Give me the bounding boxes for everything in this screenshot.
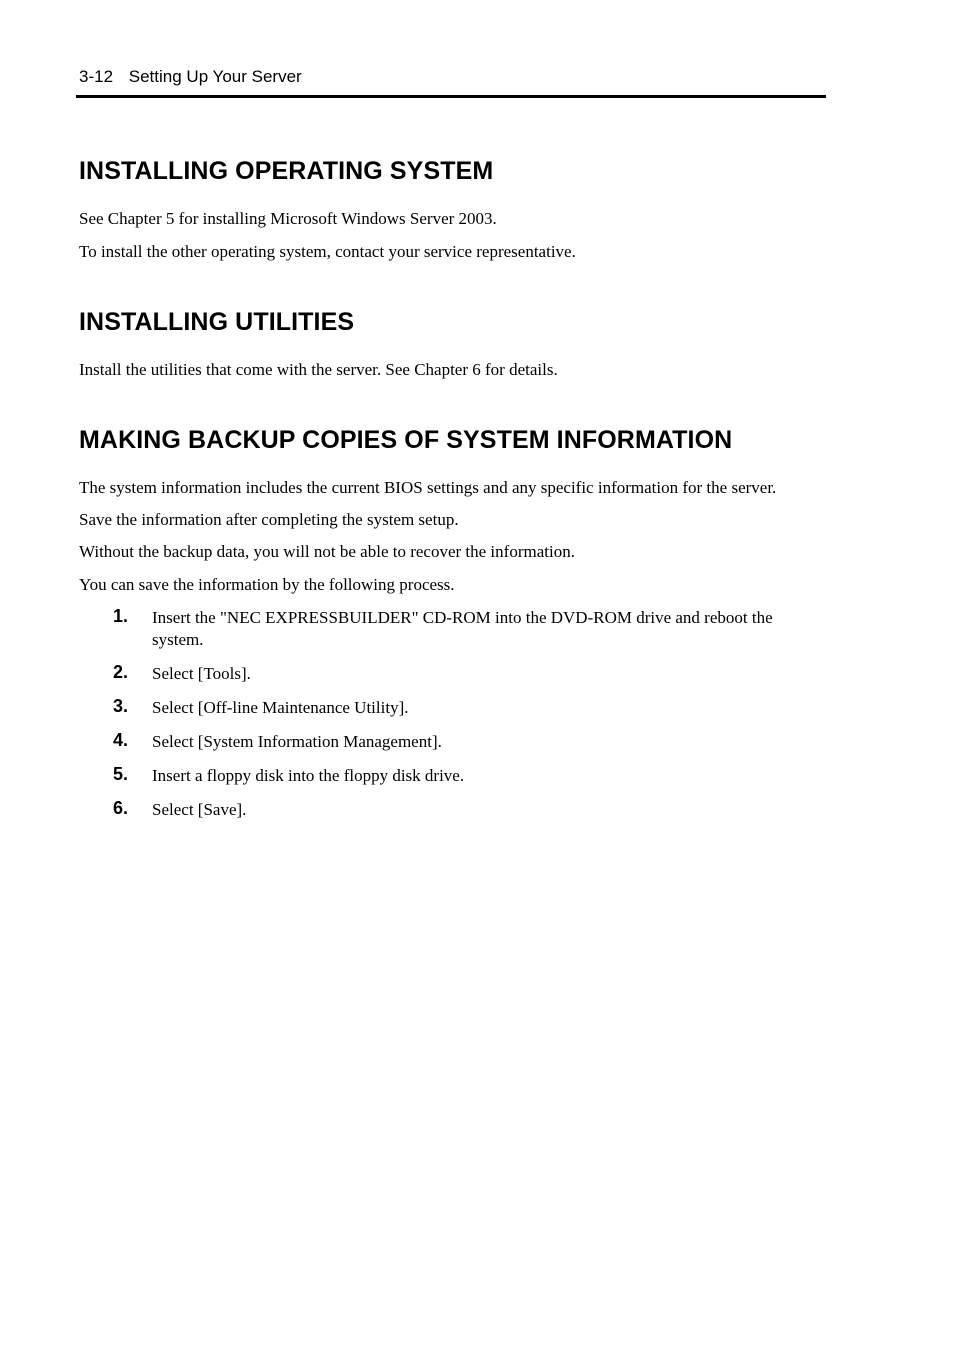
- step-text: Select [System Information Management].: [152, 732, 442, 751]
- list-item: [79, 765, 809, 787]
- list-item: [79, 607, 809, 651]
- step-number: 6.: [113, 798, 129, 818]
- paragraph: Without the backup data, you will not be able to recover the information.: [79, 542, 575, 561]
- section-title: INSTALLING UTILITIES: [79, 308, 355, 336]
- list-item: [79, 799, 809, 821]
- paragraph: To install the other operating system, contact your service representative.: [79, 242, 576, 261]
- step-text: Insert a floppy disk into the floppy disk drive.: [152, 766, 465, 785]
- paragraph: Save the information after completing the system setup.: [79, 510, 459, 529]
- step-number: 2.: [113, 662, 129, 682]
- step-number: 5.: [113, 764, 129, 784]
- chapter-title: Setting Up Your Server: [128, 67, 302, 86]
- section-backup-copies: [79, 424, 809, 821]
- paragraph: See Chapter 5 for installing Microsoft Windows Server 2003.: [79, 209, 497, 228]
- step-number: 3.: [113, 696, 129, 716]
- list-item: [79, 697, 809, 719]
- paragraph: You can save the information by the following process.: [79, 575, 455, 594]
- section-installing-os: [79, 155, 809, 263]
- step-text: Insert the "NEC EXPRESSBUILDER" CD-ROM into the DVD-ROM drive and reboot the system.: [152, 608, 773, 649]
- step-number: 1.: [113, 606, 129, 626]
- section-title: MAKING BACKUP COPIES OF SYSTEM INFORMATION: [79, 426, 733, 454]
- list-item: [79, 731, 809, 753]
- step-text: Select [Tools].: [152, 664, 251, 683]
- step-number: 4.: [113, 730, 129, 750]
- list-item: [79, 663, 809, 685]
- step-text: Select [Save].: [152, 800, 247, 819]
- page-header: [79, 66, 826, 88]
- section-installing-utilities: [79, 306, 809, 381]
- paragraph: Install the utilities that come with the server. See Chapter 6 for details.: [79, 360, 558, 379]
- procedure-steps: [79, 607, 809, 821]
- header-rule: [76, 95, 826, 98]
- paragraph: The system information includes the current BIOS settings and any specific information for the server.: [79, 478, 777, 497]
- page-number: 3-12: [79, 67, 114, 86]
- section-title: INSTALLING OPERATING SYSTEM: [79, 157, 494, 185]
- step-text: Select [Off-line Maintenance Utility].: [152, 698, 409, 717]
- page-content: [79, 155, 809, 833]
